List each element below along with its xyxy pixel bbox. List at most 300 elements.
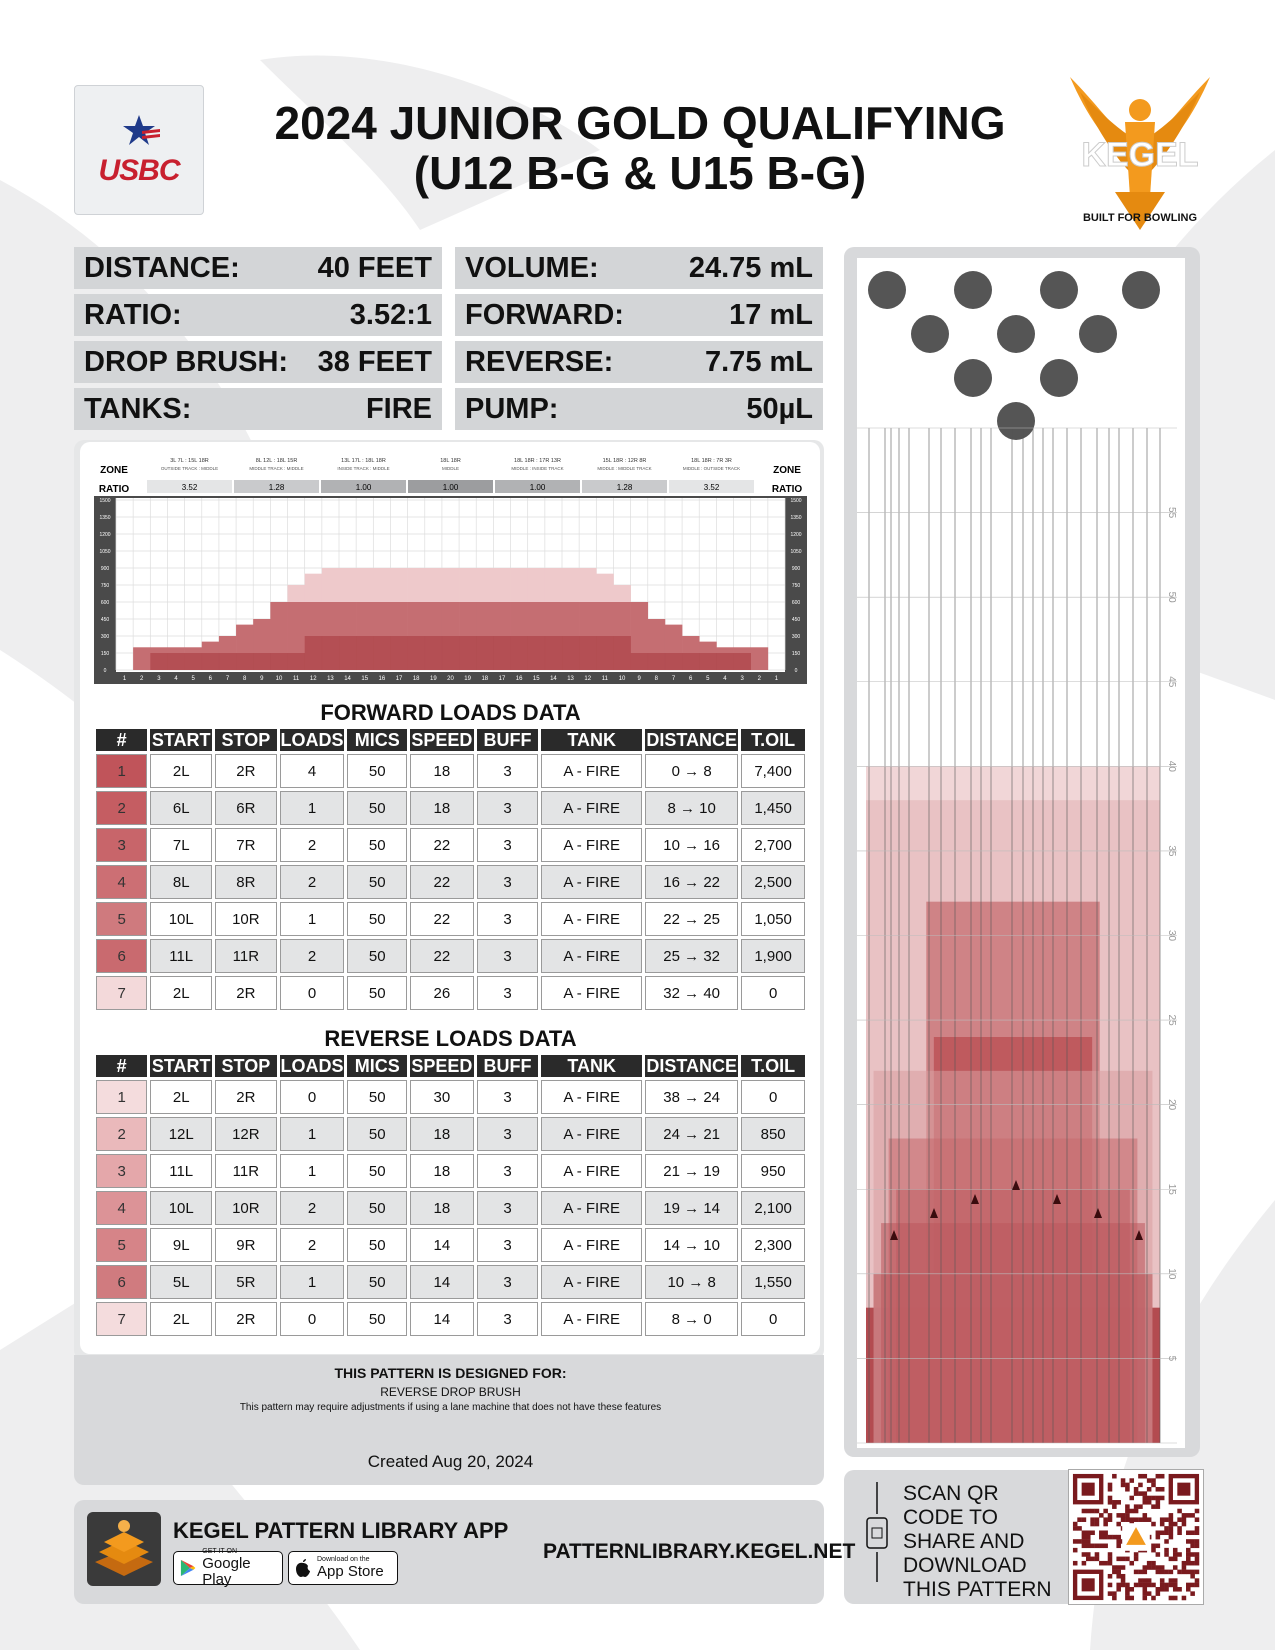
qr-module <box>1129 1496 1134 1501</box>
qr-module <box>1121 1565 1126 1570</box>
table-cell: 22 <box>410 828 474 862</box>
qr-line: THIS PATTERN <box>903 1578 1052 1601</box>
qr-module <box>1186 1561 1191 1566</box>
qr-module <box>1186 1587 1191 1592</box>
qr-module <box>1143 1517 1148 1522</box>
table-cell: 0 <box>741 1080 805 1114</box>
qr-module <box>1099 1561 1104 1566</box>
zone-sub: MIDDLE <box>441 466 460 471</box>
qr-module <box>1077 1526 1082 1531</box>
row-number: 5 <box>96 1228 147 1262</box>
oil-bar <box>631 653 648 670</box>
qr-module <box>1182 1517 1187 1522</box>
qr-module <box>1177 1552 1182 1557</box>
table-cell: 18 <box>410 1117 474 1151</box>
qr-module <box>1116 1557 1121 1562</box>
table-cell: 10R <box>215 1191 277 1225</box>
x-tick-label: 1 <box>122 676 127 682</box>
table-cell: 5L <box>150 1265 212 1299</box>
y-tick-label: 300 <box>791 634 801 640</box>
qr-finder-core <box>1177 1483 1190 1496</box>
table-cell: 32 → 40 <box>645 976 738 1010</box>
qr-module <box>1134 1583 1139 1588</box>
table-cell: 5R <box>215 1265 277 1299</box>
qr-module <box>1169 1530 1174 1535</box>
qr-module <box>1112 1591 1117 1596</box>
table-cell: 12L <box>150 1117 212 1151</box>
qr-module <box>1108 1591 1113 1596</box>
qr-module <box>1156 1500 1161 1505</box>
table-cell: A - FIRE <box>541 939 642 973</box>
oil-bar <box>356 636 373 670</box>
table-cell: 3 <box>477 1228 539 1262</box>
qr-module <box>1156 1565 1161 1570</box>
pattern-library-url[interactable]: PATTERNLIBRARY.KEGEL.NET <box>543 1540 856 1563</box>
zone-name: 3L 7L : 15L 18R <box>170 458 209 464</box>
zone-ratio-value: 1.00 <box>355 483 372 492</box>
x-tick-label: 1 <box>774 676 779 682</box>
app-store-small: Download on the <box>317 1556 370 1563</box>
qr-module <box>1173 1578 1178 1583</box>
qr-module <box>1177 1517 1182 1522</box>
table-cell: 10 → 16 <box>645 828 738 862</box>
qr-module <box>1143 1513 1148 1518</box>
ratio-label-right: RATIO <box>771 484 803 495</box>
qr-module <box>1103 1535 1108 1540</box>
qr-module <box>1082 1517 1087 1522</box>
qr-module <box>1129 1478 1134 1483</box>
qr-finder-core <box>1082 1578 1095 1591</box>
table-cell: 4 <box>280 754 345 788</box>
x-tick-label: 18 <box>481 676 489 682</box>
table-cell: 3 <box>477 791 539 825</box>
table-cell: 14 → 10 <box>645 1228 738 1262</box>
oil-bar <box>528 636 545 670</box>
table-header-cell: STOP <box>215 1055 277 1077</box>
x-tick-label: 17 <box>395 676 403 682</box>
table-cell: 22 <box>410 865 474 899</box>
table-header-cell: BUFF <box>477 729 539 751</box>
table-cell: 11L <box>150 939 212 973</box>
foot-label: 25 <box>1166 1014 1177 1026</box>
oil-bar <box>545 636 562 670</box>
zone-name: 15L 18R : 12R 8R <box>602 458 647 464</box>
qr-module <box>1125 1513 1130 1518</box>
x-tick-label: 2 <box>140 676 144 682</box>
qr-line: SCAN QR CODE TO <box>903 1482 999 1529</box>
qr-module <box>1108 1535 1113 1540</box>
qr-module <box>1169 1578 1174 1583</box>
spec-drop-brush <box>74 341 442 383</box>
table-cell: 22 <box>410 902 474 936</box>
qr-module <box>1143 1500 1148 1505</box>
table-cell: 18 <box>410 754 474 788</box>
table-cell: 0 <box>741 1302 805 1336</box>
x-tick-label: 15 <box>532 676 540 682</box>
spec-value: 50µL <box>746 392 813 425</box>
apple-icon <box>295 1558 311 1578</box>
qr-module <box>1169 1570 1174 1575</box>
table-row <box>96 1154 805 1188</box>
usbc-logo <box>74 85 204 215</box>
row-number: 4 <box>96 1191 147 1225</box>
table-cell: 26 <box>410 976 474 1010</box>
table-cell: 7L <box>150 828 212 862</box>
oil-bar <box>408 636 425 670</box>
qr-module <box>1073 1548 1078 1553</box>
table-row <box>96 1117 805 1151</box>
qr-module <box>1190 1561 1195 1566</box>
designed-for-feature: REVERSE DROP BRUSH <box>380 1385 521 1399</box>
qr-module <box>1086 1557 1091 1562</box>
x-tick-label: 20 <box>447 676 454 682</box>
qr-module <box>1156 1591 1161 1596</box>
table-cell: 50 <box>347 976 407 1010</box>
qr-module <box>1112 1596 1117 1601</box>
y-tick-label: 1050 <box>99 549 111 555</box>
qr-module <box>1143 1496 1148 1501</box>
qr-module <box>1073 1526 1078 1531</box>
qr-module <box>1138 1583 1143 1588</box>
forward-loads-table <box>93 726 808 1013</box>
table-cell: 2R <box>215 754 277 788</box>
qr-module <box>1160 1587 1165 1592</box>
qr-module <box>1138 1504 1143 1509</box>
y-tick-label: 600 <box>100 600 110 606</box>
table-cell: 3 <box>477 1191 539 1225</box>
qr-module <box>1112 1474 1117 1479</box>
qr-module <box>1156 1570 1161 1575</box>
foot-label: 45 <box>1166 676 1177 688</box>
qr-module <box>1103 1509 1108 1514</box>
table-cell: 2,500 <box>741 865 805 899</box>
qr-module <box>1082 1530 1087 1535</box>
qr-module <box>1160 1474 1165 1479</box>
spec-label: DISTANCE: <box>84 251 240 284</box>
reverse-loads-table <box>93 1052 808 1339</box>
usbc-star-icon <box>116 113 162 149</box>
zone-name: 13L 17L : 18L 18R <box>341 458 386 464</box>
x-tick-label: 2 <box>757 676 761 682</box>
created-date: Created Aug 20, 2024 <box>367 1452 534 1471</box>
qr-module <box>1190 1552 1195 1557</box>
table-row <box>96 865 805 899</box>
qr-module <box>1108 1496 1113 1501</box>
spec-label: DROP BRUSH: <box>84 345 289 378</box>
qr-module <box>1108 1583 1113 1588</box>
table-row <box>96 939 805 973</box>
qr-module <box>1182 1565 1187 1570</box>
table-cell: 50 <box>347 1154 407 1188</box>
table-cell: A - FIRE <box>541 1265 642 1299</box>
y-tick-label: 1200 <box>790 532 802 538</box>
table-cell: 6L <box>150 791 212 825</box>
x-tick-label: 13 <box>567 676 574 682</box>
table-cell: 8 → 10 <box>645 791 738 825</box>
qr-module <box>1125 1591 1130 1596</box>
qr-module <box>1121 1557 1126 1562</box>
y-tick-label: 600 <box>791 600 801 606</box>
row-number: 5 <box>96 902 147 936</box>
qr-module <box>1103 1544 1108 1549</box>
x-tick-label: 16 <box>378 676 386 682</box>
qr-module <box>1108 1557 1113 1562</box>
qr-module <box>1086 1535 1091 1540</box>
qr-finder-core <box>1082 1483 1095 1496</box>
table-cell: 950 <box>741 1154 805 1188</box>
qr-module <box>1190 1570 1195 1575</box>
qr-module <box>1164 1587 1169 1592</box>
zone-ratio-value: 1.28 <box>268 483 285 492</box>
google-play-button[interactable] <box>173 1548 283 1588</box>
table-cell: 24 → 21 <box>645 1117 738 1151</box>
foot-label: 5 <box>1166 1355 1177 1362</box>
table-cell: 1,050 <box>741 902 805 936</box>
spec-label: PUMP: <box>465 392 559 425</box>
qr-module <box>1186 1513 1191 1518</box>
x-tick-label: 12 <box>584 676 592 682</box>
foot-label: 20 <box>1166 1099 1177 1111</box>
page-title <box>210 98 1070 198</box>
oil-bar <box>133 647 150 670</box>
qr-module <box>1082 1509 1087 1514</box>
oil-bar <box>167 653 184 670</box>
table-cell: 19 → 14 <box>645 1191 738 1225</box>
qr-module <box>1182 1561 1187 1566</box>
zone-label-right: ZONE <box>773 465 801 476</box>
qr-module <box>1195 1539 1200 1544</box>
qr-module <box>1086 1539 1091 1544</box>
table-cell: 1,450 <box>741 791 805 825</box>
foot-label: 40 <box>1166 760 1177 772</box>
oil-bar <box>425 636 442 670</box>
y-tick-label: 1350 <box>790 515 802 521</box>
table-cell: 50 <box>347 1265 407 1299</box>
qr-module <box>1082 1552 1087 1557</box>
qr-module <box>1099 1530 1104 1535</box>
qr-module <box>1116 1587 1121 1592</box>
table-row <box>96 791 805 825</box>
qr-module <box>1156 1530 1161 1535</box>
qr-module <box>1108 1517 1113 1522</box>
qr-module <box>1147 1591 1152 1596</box>
oil-bar <box>288 653 305 670</box>
table-cell: A - FIRE <box>541 1080 642 1114</box>
qr-module <box>1121 1513 1126 1518</box>
y-tick-label: 450 <box>100 617 110 623</box>
table-header-cell: LOADS <box>280 729 344 750</box>
qr-module <box>1108 1483 1113 1488</box>
oil-bar <box>562 636 579 670</box>
qr-module <box>1090 1544 1095 1549</box>
x-tick-label: 16 <box>515 676 523 682</box>
zone-name: 18L 18R <box>440 458 461 464</box>
qr-module <box>1095 1557 1100 1562</box>
y-tick-label: 450 <box>791 617 801 623</box>
qr-module <box>1147 1500 1152 1505</box>
pin-icon <box>868 271 906 309</box>
pattern-library-app-icon[interactable] <box>87 1512 161 1586</box>
app-store-button[interactable] <box>288 1551 398 1585</box>
oil-bar <box>579 636 596 670</box>
qr-module <box>1190 1583 1195 1588</box>
qr-module <box>1116 1565 1121 1570</box>
oil-bar <box>373 636 390 670</box>
table-cell: 0 → 8 <box>645 754 738 788</box>
qr-module <box>1182 1596 1187 1601</box>
table-header-cell: DISTANCE <box>646 1055 737 1076</box>
qr-module <box>1156 1487 1161 1492</box>
qr-module <box>1147 1517 1152 1522</box>
table-cell: 14 <box>410 1302 474 1336</box>
spec-label: FORWARD: <box>465 298 624 331</box>
table-cell: 2 <box>280 865 345 899</box>
table-cell: 9R <box>215 1228 277 1262</box>
table-cell: 50 <box>347 791 407 825</box>
table-cell: 18 <box>410 791 474 825</box>
qr-module <box>1173 1548 1178 1553</box>
spec-pump <box>455 388 823 430</box>
qr-module <box>1108 1552 1113 1557</box>
qr-module <box>1086 1552 1091 1557</box>
qr-module <box>1182 1513 1187 1518</box>
table-row <box>96 1228 805 1262</box>
pin-icon <box>954 359 992 397</box>
zone-ratio-value: 1.00 <box>442 483 459 492</box>
table-cell: 38 → 24 <box>645 1080 738 1114</box>
qr-module <box>1138 1483 1143 1488</box>
x-tick-label: 3 <box>157 676 161 682</box>
table-cell: 3 <box>477 828 539 862</box>
qr-module <box>1112 1500 1117 1505</box>
pin-icon <box>1040 359 1078 397</box>
table-cell: 8 → 0 <box>645 1302 738 1336</box>
qr-module <box>1151 1522 1156 1527</box>
qr-module <box>1103 1530 1108 1535</box>
table-cell: 10R <box>215 902 277 936</box>
y-tick-label: 1500 <box>99 498 111 504</box>
spec-volume <box>455 247 823 289</box>
y-tick-label: 300 <box>100 634 110 640</box>
qr-module <box>1177 1530 1182 1535</box>
qr-module <box>1195 1583 1200 1588</box>
qr-module <box>1138 1474 1143 1479</box>
table-cell: 0 <box>280 1302 345 1336</box>
zone-name: 18L 18R : 17R 13R <box>514 458 561 464</box>
table-header-cell: MICS <box>347 729 407 751</box>
qr-module <box>1116 1583 1121 1588</box>
table-cell: 18 <box>410 1191 474 1225</box>
x-tick-label: 13 <box>327 676 334 682</box>
x-tick-label: 8 <box>654 676 659 682</box>
table-cell: 3 <box>477 939 539 973</box>
spec-value: 38 FEET <box>317 345 432 378</box>
qr-module <box>1177 1509 1182 1514</box>
forward-loads-title: FORWARD LOADS DATA <box>320 700 581 725</box>
row-number: 2 <box>96 791 147 825</box>
qr-module <box>1129 1517 1134 1522</box>
oil-bar <box>270 653 287 670</box>
x-tick-label: 6 <box>208 676 213 682</box>
table-cell: 3 <box>477 865 539 899</box>
table-cell: 2L <box>150 976 212 1010</box>
zone-name: 18L 18R : 7R 3R <box>691 458 732 464</box>
table-cell: 0 <box>280 1080 345 1114</box>
qr-module <box>1082 1539 1087 1544</box>
qr-module <box>1082 1535 1087 1540</box>
qr-module <box>1116 1522 1121 1527</box>
foot-label: 55 <box>1166 507 1177 519</box>
table-cell: 2R <box>215 976 277 1010</box>
table-cell: 50 <box>347 1228 407 1262</box>
x-tick-label: 19 <box>464 676 471 682</box>
table-cell: 50 <box>347 1302 407 1336</box>
x-tick-label: 17 <box>498 676 506 682</box>
qr-module <box>1156 1496 1161 1501</box>
qr-module <box>1116 1544 1121 1549</box>
app-store-large: App Store <box>317 1563 384 1580</box>
table-header-cell: BUFF <box>477 1055 539 1077</box>
qr-module <box>1156 1504 1161 1509</box>
oil-bar <box>185 653 202 670</box>
qr-module <box>1143 1565 1148 1570</box>
x-tick-label: 7 <box>671 676 676 682</box>
y-tick-label: 750 <box>791 583 801 589</box>
qr-module <box>1125 1557 1130 1562</box>
qr-module <box>1073 1522 1078 1527</box>
x-tick-label: 3 <box>740 676 744 682</box>
qr-module <box>1186 1530 1191 1535</box>
table-cell: 22 → 25 <box>645 902 738 936</box>
table-cell: A - FIRE <box>541 1228 642 1262</box>
table-header-cell: SPEED <box>411 729 473 750</box>
qr-module <box>1125 1487 1130 1492</box>
qr-line: SHARE AND <box>903 1530 1025 1553</box>
qr-module <box>1151 1583 1156 1588</box>
row-number: 6 <box>96 939 147 973</box>
row-number: 3 <box>96 1154 147 1188</box>
lane-diagram <box>857 258 1185 1448</box>
spec-value: 3.52:1 <box>349 298 432 331</box>
table-cell: 2 <box>280 1228 345 1262</box>
zone-ratio-value: 3.52 <box>181 483 198 492</box>
google-play-large: Google Play <box>202 1555 251 1588</box>
y-tick-label: 150 <box>100 651 110 657</box>
table-cell: A - FIRE <box>541 791 642 825</box>
table-cell: 3 <box>477 1154 539 1188</box>
qr-module <box>1095 1509 1100 1514</box>
qr-module <box>1116 1539 1121 1544</box>
row-number: 6 <box>96 1265 147 1299</box>
zone-name: 8L 12L : 18L 15R <box>255 458 298 464</box>
qr-module <box>1160 1565 1165 1570</box>
spec-value: FIRE <box>365 392 432 425</box>
foot-label: 30 <box>1166 929 1177 942</box>
oil-bar <box>442 636 459 670</box>
qr-module <box>1147 1561 1152 1566</box>
qr-module <box>1195 1578 1200 1583</box>
qr-module <box>1125 1483 1130 1488</box>
qr-code[interactable] <box>1068 1469 1204 1605</box>
qr-module <box>1151 1483 1156 1488</box>
row-number: 1 <box>96 1080 147 1114</box>
qr-module <box>1160 1530 1165 1535</box>
qr-module <box>1112 1535 1117 1540</box>
table-cell: 1 <box>280 1117 345 1151</box>
spec-reverse <box>455 341 823 383</box>
qr-module <box>1195 1509 1200 1514</box>
qr-module <box>1164 1570 1169 1575</box>
